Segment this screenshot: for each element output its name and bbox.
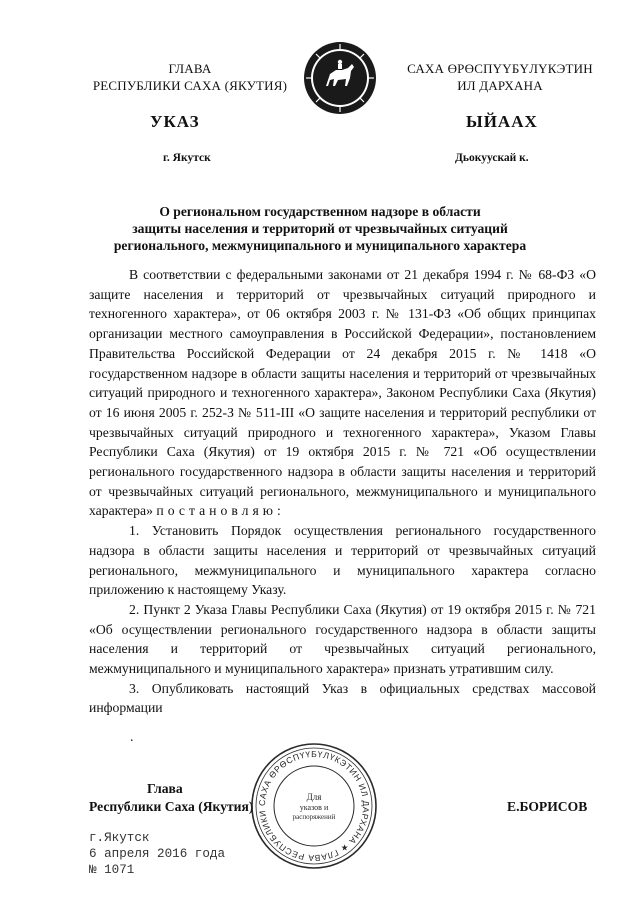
coat-of-arms-emblem-icon (302, 40, 378, 116)
item-2-paragraph: 2. Пункт 2 Указа Главы Республики Саха (Якутия) от 19 октября 2015 г. № 721 «Об осуществлении регионального государственного надзора в области защиты населения и территорий от чрезвычайных ситуаций регионального, межмуниципального и муниципального характера» признать утратившим силу. (89, 601, 596, 677)
seal-ring-text: САХА ӨРӨСПҮҮБҮЛҮКЭТИН ИЛ ДАРХАНА ★ ГЛАВА РЕСПУБЛИКИ (256, 748, 372, 864)
document-body (89, 265, 596, 718)
official-seal (250, 742, 378, 870)
header-right-line2: ИЛ ДАРХАНА (457, 78, 543, 93)
city-sakha: Дьокуускай к. (455, 152, 529, 164)
header-left (60, 60, 320, 94)
footer-city: г.Якутск (89, 831, 150, 845)
resolve-word: постановляю: (156, 503, 285, 519)
document-title (0, 203, 640, 254)
item-1-paragraph: 1. Установить Порядок осуществления регионального государственного надзора в области защиты населения и территорий от чрезвычайных ситуаций регионального, межмуниципального и муниципального характера согласно приложению к настоящему Указу. (89, 523, 596, 598)
signature-position (89, 780, 253, 816)
title-line1: О региональном государственном надзоре в области (159, 204, 481, 219)
footer-registration (89, 830, 225, 878)
signature-position-line2: Республики Саха (Якутия) (89, 799, 254, 814)
footer-number: № 1071 (89, 863, 135, 877)
city-ru: г. Якутск (163, 152, 211, 164)
doc-type-sakha: ЫЙААХ (466, 112, 538, 131)
header-left-line2: РЕСПУБЛИКИ САХА (ЯКУТИЯ) (92, 78, 288, 93)
header-right (380, 60, 620, 94)
preamble-paragraph (89, 265, 596, 521)
doc-type-ru: УКАЗ (150, 112, 200, 131)
header-right-line1: САХА ӨРӨСПҮҮБҮЛҮКЭТИН (407, 61, 593, 76)
stray-dot: . (130, 730, 134, 745)
preamble-text: В соответствии с федеральными законами от 21 декабря 1994 г. № 68-ФЗ «О защите населения и территорий от чрезвычайных ситуаций природного и техногенного характера», от 06 октября 2003 г. № 131-ФЗ «Об общих принципах организации местного самоуправления в Российской Федерации», постановлением Правительства Российской Федерации от 24 декабря 2015 г. № 1418 «О государственном надзоре в области защиты населения и территорий от чрезвычайных ситуаций природного и техногенного характера», Законом Республики Саха (Якутия) от 16 июня 2005 г. 252-З № 511-III «О защите населения и территорий республики от чрезвычайных ситуаций природного и техногенного характера», Указом Главы Республики Саха (Якутия) от 19 октября 2015 г. № 721 «Об осуществлении регионального государственного надзора в области защиты населения и территорий от чрезвычайных ситуаций регионального, межмуниципального и муниципального характера» (89, 267, 596, 519)
title-line2: защиты населения и территорий от чрезвычайных ситуаций (132, 221, 508, 236)
signatory-name: Е.БОРИСОВ (507, 799, 588, 814)
header-left-line1: ГЛАВА (168, 61, 212, 76)
seal-center-line3: распоряжений (292, 813, 336, 821)
footer-date: 6 апреля 2016 года (89, 847, 226, 861)
title-line3: регионального, межмуниципального и муниципального характера (113, 238, 527, 253)
seal-center-line2: указов и (299, 803, 329, 812)
signature-position-line1: Глава (147, 781, 183, 796)
seal-center-line1: Для (306, 792, 322, 802)
item-3-paragraph: 3. Опубликовать настоящий Указ в официальных средствах массовой информации (89, 680, 596, 716)
